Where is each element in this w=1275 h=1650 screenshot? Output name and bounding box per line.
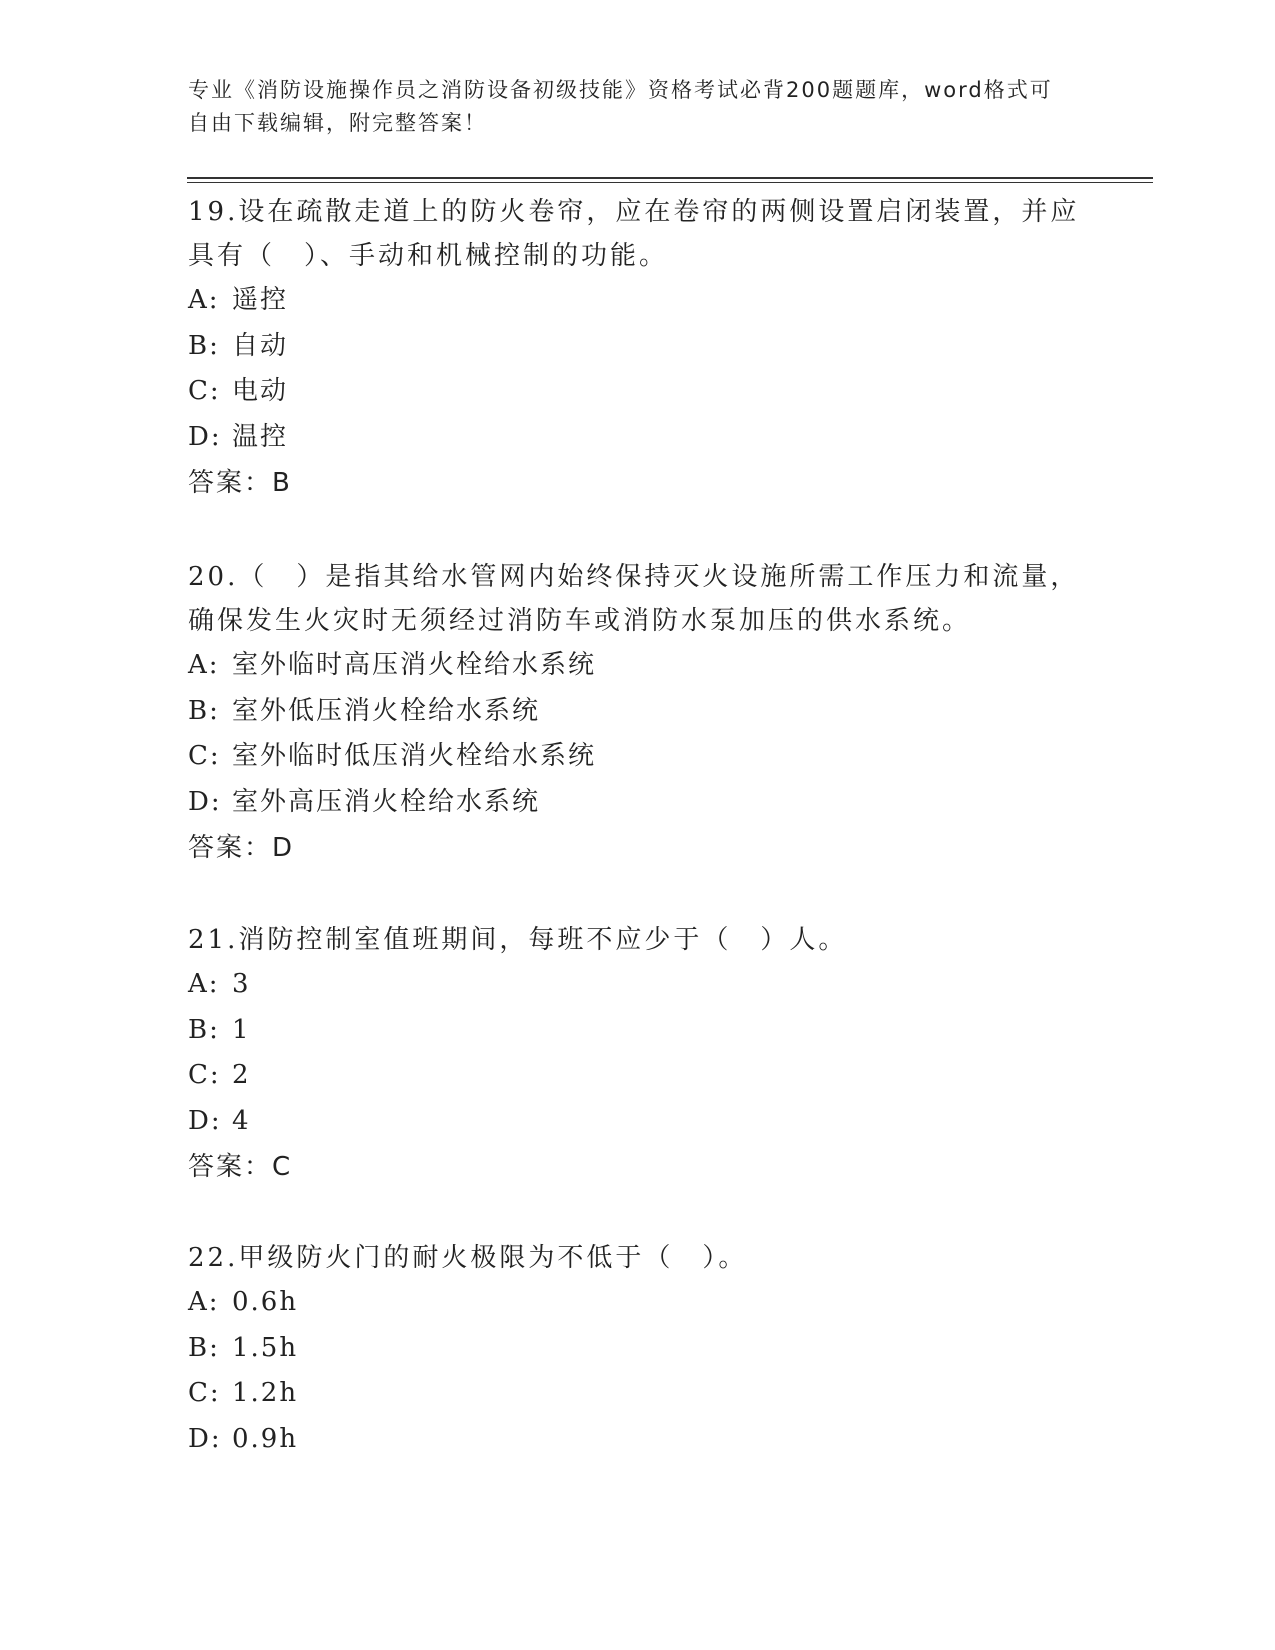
- option-text: 室外临时低压消火栓给水系统: [232, 741, 597, 771]
- option-b: [188, 689, 1088, 735]
- question-stem: 22.甲级防火门的耐火极限为不低于（ ）。: [188, 1243, 748, 1273]
- option-text: 电动: [232, 376, 289, 406]
- option-d: [188, 415, 1088, 461]
- option-text: 1: [232, 1014, 251, 1045]
- option-a: [188, 643, 1088, 689]
- option-letter: B:: [188, 1332, 220, 1363]
- option-d: [188, 1099, 1088, 1145]
- option-letter: D:: [188, 786, 222, 817]
- question-stem: 20.（ ）是指其给水管网内始终保持灭火设施所需工作压力和流量，确保发生火灾时无须经过消防车或消防水泵加压的供水系统。: [188, 562, 1080, 636]
- header-divider-thick: [187, 177, 1153, 179]
- option-c: [188, 1053, 1088, 1099]
- option-letter: B:: [188, 695, 220, 726]
- question-stem: 19.设在疏散走道上的防火卷帘，应在卷帘的两侧设置启闭装置，并应具有（ ）、手动和机械控制的功能。: [188, 197, 1080, 271]
- option-a: [188, 1280, 1088, 1326]
- option-c: [188, 369, 1088, 415]
- option-b: [188, 1008, 1088, 1054]
- option-letter: B:: [188, 1014, 220, 1045]
- option-letter: C:: [188, 1378, 221, 1408]
- option-text: 3: [232, 969, 251, 999]
- option-text: 1.2h: [232, 1378, 299, 1408]
- option-text: 室外高压消火栓给水系统: [232, 786, 541, 817]
- option-letter: C:: [188, 376, 221, 406]
- option-letter: D:: [188, 1105, 222, 1136]
- option-text: 自动: [232, 330, 289, 361]
- answer-label: 答案：C: [188, 1152, 293, 1182]
- option-d: [188, 780, 1088, 826]
- option-text: 0.6h: [232, 1287, 299, 1317]
- option-a: [188, 278, 1088, 324]
- option-text: 1.5h: [232, 1332, 299, 1363]
- option-text: 室外临时高压消火栓给水系统: [232, 650, 597, 680]
- document-header: 专业《消防设施操作员之消防设备初级技能》资格考试必背200题题库，word格式可自由下载编辑，附完整答案！: [188, 78, 1053, 135]
- option-letter: D:: [188, 1423, 222, 1454]
- option-d: [188, 1417, 1088, 1463]
- option-b: [188, 324, 1088, 370]
- option-b: [188, 1326, 1088, 1372]
- question-21: [188, 918, 1088, 1190]
- option-letter: A:: [188, 1287, 220, 1317]
- option-letter: C:: [188, 741, 221, 771]
- question-stem: 21.消防控制室值班期间，每班不应少于（ ）人。: [188, 925, 848, 955]
- option-letter: A:: [188, 969, 220, 999]
- option-letter: A:: [188, 650, 220, 680]
- option-text: 2: [232, 1060, 251, 1090]
- option-c: [188, 1371, 1088, 1417]
- option-letter: B:: [188, 330, 220, 361]
- option-letter: A:: [188, 285, 220, 315]
- answer-label: 答案：D: [188, 833, 295, 863]
- option-text: 遥控: [232, 285, 289, 315]
- option-letter: C:: [188, 1060, 221, 1090]
- option-text: 室外低压消火栓给水系统: [232, 695, 541, 726]
- question-22: [188, 1236, 1088, 1462]
- option-letter: D:: [188, 421, 222, 452]
- option-a: [188, 962, 1088, 1008]
- option-text: 4: [232, 1105, 251, 1136]
- answer-label: 答案：B: [188, 468, 292, 498]
- option-c: [188, 734, 1088, 780]
- option-text: 温控: [232, 421, 289, 452]
- question-20: [188, 555, 1088, 871]
- header-divider-thin: [187, 182, 1153, 183]
- option-text: 0.9h: [232, 1423, 299, 1454]
- question-19: [188, 190, 1088, 506]
